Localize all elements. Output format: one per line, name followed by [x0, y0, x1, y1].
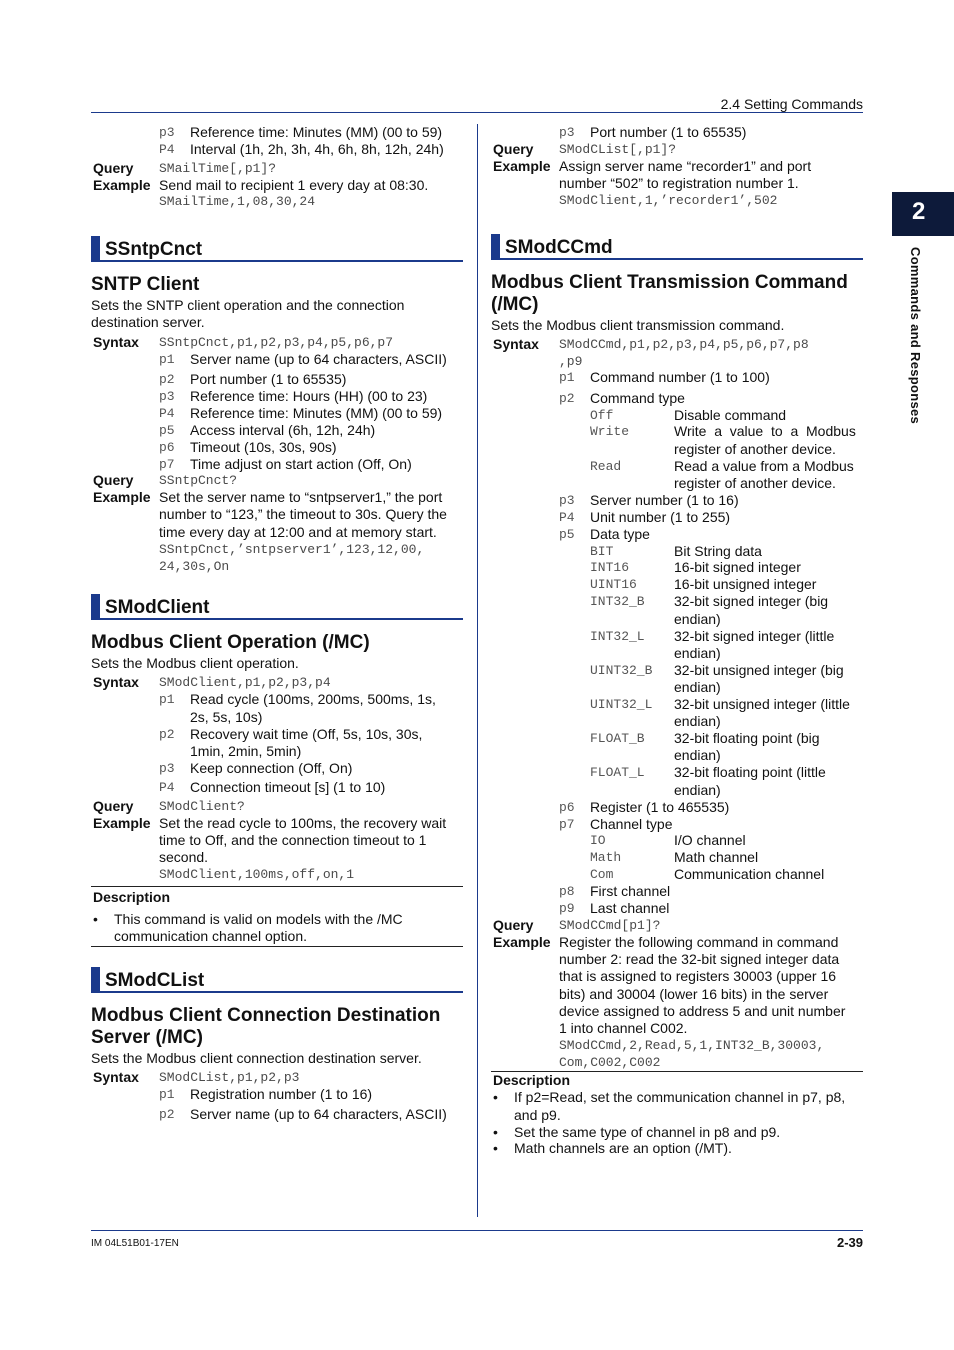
param-name: p6: [159, 440, 175, 455]
section-header-smodccmd: [491, 234, 863, 260]
option-code: INT32_L: [590, 629, 645, 644]
section-title: Modbus Client Transmission Command: [491, 272, 848, 293]
section-desc: Sets the Modbus client operation.: [91, 655, 299, 671]
param-text: Reference time: Minutes (MM) (00 to 59): [190, 124, 443, 140]
param-name: p2: [159, 727, 175, 742]
query-code: SMailTime[,p1]?: [159, 161, 277, 176]
section-marker: [491, 234, 500, 258]
param-name: p3: [159, 389, 175, 404]
bullet: •: [493, 1140, 498, 1156]
param-name: p1: [559, 370, 575, 385]
param-text: Timeout (10s, 30s, 90s): [190, 439, 337, 455]
command-name: SModClient: [105, 597, 210, 618]
option-text: 32-bit unsigned integer (little: [674, 696, 850, 712]
description-text: If p2=Read, set the communication channel in p7, p8,: [514, 1089, 846, 1105]
footer-rule: [91, 1230, 863, 1231]
description-rule: [91, 946, 463, 947]
description-label: Description: [93, 889, 171, 905]
chapter-tab[interactable]: [892, 192, 954, 236]
section-header-ssntpcnct: [91, 236, 463, 262]
param-name: p1: [159, 1087, 175, 1102]
option-text: endian): [674, 782, 721, 798]
syntax-code: ,p9: [559, 354, 583, 369]
param-text: Command type: [590, 390, 685, 406]
param-text: Unit number (1 to 255): [590, 509, 731, 525]
param-name: p1: [159, 692, 175, 707]
param-text: Recovery wait time (Off, 5s, 10s, 30s,: [190, 726, 423, 742]
example-text: number to “123,” the timeout to 30s. Query the: [159, 506, 447, 522]
syntax-label: Syntax: [493, 336, 539, 352]
column-divider: [477, 124, 478, 1217]
section-header-smodclist: [91, 967, 463, 993]
example-text: Set the read cycle to 100ms, the recovery wait: [159, 815, 447, 831]
example-text: time to Off, and the connection timeout to 1: [159, 832, 427, 848]
bullet: •: [493, 1124, 498, 1140]
example-text: bits) and 30004 (lower 16 bits) in the server: [559, 986, 829, 1002]
example-text: Set the server name to “sntpserver1,” the port: [159, 489, 443, 505]
param-text: Last channel: [590, 900, 670, 916]
command-name: SSntpCnct: [105, 239, 203, 260]
param-name: P4: [159, 406, 175, 421]
param-text: Port number (1 to 65535): [190, 371, 347, 387]
param-name: p5: [159, 423, 175, 438]
query-code: SModCList[,p1]?: [559, 142, 677, 157]
query-label: Query: [93, 472, 134, 488]
param-name: p7: [559, 817, 575, 832]
running-header: 2.4 Setting Commands: [720, 96, 863, 112]
example-text: that is assigned to registers 30003 (upper 16: [559, 968, 837, 984]
syntax-code: SModClient,p1,p2,p3,p4: [159, 675, 331, 690]
option-text: Bit String data: [674, 543, 762, 559]
param-name: p2: [159, 1107, 175, 1122]
option-code: IO: [590, 833, 606, 848]
option-text: I/O channel: [674, 832, 746, 848]
option-code: UINT16: [590, 577, 637, 592]
param-name: p3: [159, 125, 175, 140]
example-label: Example: [93, 489, 151, 505]
section-title: SNTP Client: [91, 274, 200, 295]
param-name: P4: [159, 780, 175, 795]
option-code: FLOAT_L: [590, 765, 645, 780]
option-text: 32-bit signed integer (little: [674, 628, 835, 644]
param-text: 2s, 5s, 10s): [190, 709, 263, 725]
param-name: p1: [159, 352, 175, 367]
param-name: P4: [559, 510, 575, 525]
param-text: Registration number (1 to 16): [190, 1086, 373, 1102]
option-text: Read a value from a Modbus: [674, 458, 854, 474]
example-text: Send mail to recipient 1 every day at 08:30.: [159, 177, 429, 193]
description-text: Set the same type of channel in p8 and p9.: [514, 1124, 781, 1140]
query-label: Query: [493, 141, 534, 157]
param-text: Keep connection (Off, On): [190, 760, 353, 776]
section-desc: Sets the Modbus client transmission command.: [491, 317, 785, 333]
example-label: Example: [93, 815, 151, 831]
param-text: Time adjust on start action (Off, On): [190, 456, 412, 472]
param-text: Server number (1 to 16): [590, 492, 739, 508]
option-code: Write: [590, 424, 630, 439]
option-text: endian): [674, 679, 721, 695]
syntax-code: SModCCmd,p1,p2,p3,p4,p5,p6,p7,p8: [559, 337, 809, 352]
query-code: SSntpCnct?: [159, 473, 238, 488]
option-code: Math: [590, 850, 622, 865]
option-text: 16-bit unsigned integer: [674, 576, 817, 592]
param-text: 1min, 2min, 5min): [190, 743, 302, 759]
param-name: p9: [559, 901, 575, 916]
doc-id: IM 04L51B01-17EN: [91, 1238, 179, 1249]
description-text: This command is valid on models with the /MC: [114, 911, 403, 927]
option-text: 32-bit unsigned integer (big: [674, 662, 844, 678]
param-name: p7: [159, 457, 175, 472]
example-text: number 2: read the 32-bit signed integer data: [559, 951, 840, 967]
example-label: Example: [493, 158, 551, 174]
option-text: endian): [674, 713, 721, 729]
example-text: 1 into channel C002.: [559, 1020, 688, 1036]
param-text: Reference time: Hours (HH) (00 to 23): [190, 388, 428, 404]
section-title: Modbus Client Connection Destination: [91, 1005, 441, 1026]
option-code: Com: [590, 867, 614, 882]
syntax-code: SModCList,p1,p2,p3: [159, 1070, 300, 1085]
option-text: endian): [674, 747, 721, 763]
option-text: 32-bit floating point (little: [674, 764, 826, 780]
description-text: communication channel option.: [114, 928, 308, 944]
param-name: p3: [559, 493, 575, 508]
example-code: SModClient,100ms,off,on,1: [159, 867, 355, 882]
command-name: SModCCmd: [505, 237, 613, 258]
param-text: Register (1 to 465535): [590, 799, 730, 815]
param-text: Server name (up to 64 characters, ASCII): [190, 351, 447, 367]
param-name: p2: [559, 391, 575, 406]
param-name: p3: [559, 125, 575, 140]
syntax-label: Syntax: [93, 1069, 139, 1085]
option-text: 32-bit floating point (big: [674, 730, 820, 746]
param-text: Data type: [590, 526, 650, 542]
param-text: Channel type: [590, 816, 673, 832]
example-text: Assign server name “recorder1” and port: [559, 158, 812, 174]
section-desc: destination server.: [91, 314, 205, 330]
param-text: Command number (1 to 100): [590, 369, 770, 385]
example-text: device assigned to address 5 and unit number: [559, 1003, 846, 1019]
chapter-tab-label: Commands and Responses: [908, 247, 923, 425]
query-label: Query: [93, 160, 134, 176]
option-text: Math channel: [674, 849, 759, 865]
example-code: SSntpCnct,’sntpserver1’,123,12,00,: [159, 542, 425, 557]
param-name: p5: [559, 527, 575, 542]
syntax-label: Syntax: [93, 334, 139, 350]
section-title: Modbus Client Operation (/MC): [91, 632, 370, 653]
section-title: (/MC): [491, 294, 539, 315]
description-text: Math channels are an option (/MT).: [514, 1140, 732, 1156]
param-text: First channel: [590, 883, 671, 899]
param-name: p6: [559, 800, 575, 815]
description-label: Description: [493, 1072, 571, 1088]
query-label: Query: [93, 798, 134, 814]
example-text: time every day at 12:00 and at memory start.: [159, 524, 437, 540]
param-text: Interval (1h, 2h, 3h, 4h, 6h, 8h, 12h, 24h): [190, 141, 444, 157]
section-desc: Sets the SNTP client operation and the connection: [91, 297, 405, 313]
section-marker: [91, 594, 100, 618]
param-text: Reference time: Minutes (MM) (00 to 59): [190, 405, 443, 421]
example-code: SModClient,1,’recorder1’,502: [559, 193, 778, 208]
section-header-smodclient: [91, 594, 463, 620]
example-text: number “502” to registration number 1.: [559, 175, 799, 191]
option-text: endian): [674, 611, 721, 627]
syntax-code: SSntpCnct,p1,p2,p3,p4,p5,p6,p7: [159, 335, 394, 350]
section-desc: Sets the Modbus client connection destination server.: [91, 1050, 422, 1066]
example-code: SModCCmd,2,Read,5,1,INT32_B,30003,: [559, 1038, 825, 1053]
param-text: Read cycle (100ms, 200ms, 500ms, 1s,: [190, 691, 436, 707]
option-text: Communication channel: [674, 866, 825, 882]
header-rule: [91, 112, 863, 113]
chapter-number: 2: [912, 198, 926, 225]
param-text: Port number (1 to 65535): [590, 124, 747, 140]
option-text: 16-bit signed integer: [674, 559, 801, 575]
section-title: Server (/MC): [91, 1027, 203, 1048]
param-text: Connection timeout [s] (1 to 10): [190, 779, 386, 795]
description-text: and p9.: [514, 1107, 561, 1123]
option-code: UINT32_L: [590, 697, 653, 712]
query-code: SModCCmd[p1]?: [559, 918, 661, 933]
section-marker: [91, 967, 100, 991]
option-text: Write a value to a Modbus: [674, 423, 856, 439]
command-name: SModCList: [105, 970, 205, 991]
param-name: P4: [159, 142, 175, 157]
bullet: •: [93, 911, 98, 927]
query-code: SModClient?: [159, 799, 245, 814]
example-code: SMailTime,1,08,30,24: [159, 194, 316, 209]
example-code: 24,30s,On: [159, 559, 230, 574]
option-text: register of another device.: [674, 441, 836, 457]
page-number: 2-39: [836, 1235, 863, 1250]
option-code: INT32_B: [590, 594, 645, 609]
option-text: 32-bit signed integer (big: [674, 593, 829, 609]
query-label: Query: [493, 917, 534, 933]
param-name: p8: [559, 884, 575, 899]
example-label: Example: [493, 934, 551, 950]
bullet: •: [493, 1089, 498, 1105]
option-text: endian): [674, 645, 721, 661]
option-text: Disable command: [674, 407, 787, 423]
example-code: Com,C002,C002: [559, 1055, 661, 1070]
example-label: Example: [93, 177, 151, 193]
example-text: second.: [159, 849, 209, 865]
option-code: INT16: [590, 560, 630, 575]
param-name: p2: [159, 372, 175, 387]
option-code: Read: [590, 459, 622, 474]
option-code: Off: [590, 408, 614, 423]
option-code: FLOAT_B: [590, 731, 645, 746]
option-code: UINT32_B: [590, 663, 653, 678]
example-text: Register the following command in command: [559, 934, 839, 950]
syntax-label: Syntax: [93, 674, 139, 690]
section-marker: [91, 236, 100, 260]
param-text: Access interval (6h, 12h, 24h): [190, 422, 376, 438]
description-rule: [91, 886, 463, 887]
option-text: register of another device.: [674, 475, 836, 491]
param-text: Server name (up to 64 characters, ASCII): [190, 1106, 447, 1122]
option-code: BIT: [590, 544, 614, 559]
param-name: p3: [159, 761, 175, 776]
